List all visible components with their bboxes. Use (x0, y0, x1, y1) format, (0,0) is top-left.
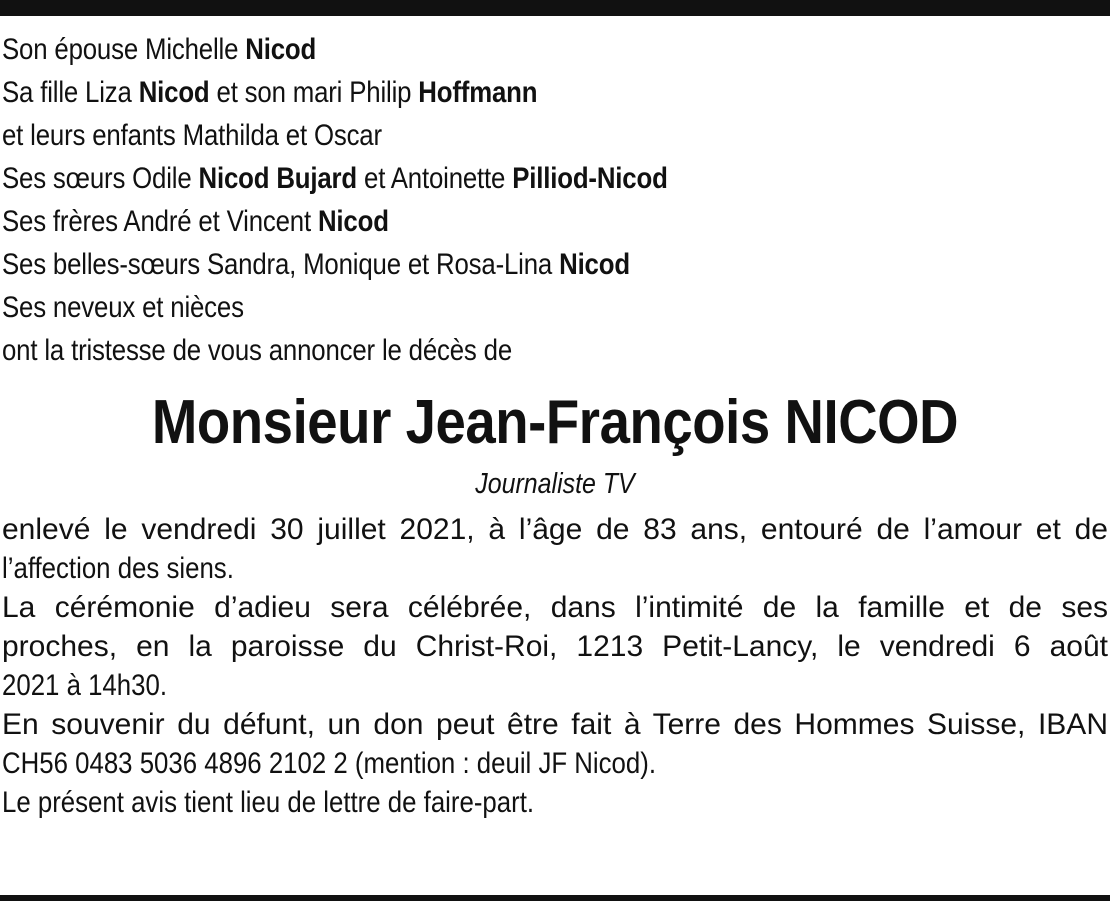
paragraph-line: Le présent avis tient lieu de lettre de faire-part. (2, 786, 535, 819)
notice-paragraph (2, 783, 1108, 822)
paragraph-line: enlevé le vendredi 30 juillet 2021, à l’âge de 83 ans, entouré de l’amour et de (2, 513, 1108, 546)
notice-paragraph (2, 510, 1108, 588)
family-surname: Nicod Bujard (198, 162, 358, 195)
paragraph-line: 2021 à 14h30. (2, 669, 167, 702)
notice-paragraph (2, 705, 1108, 783)
family-line (2, 71, 953, 114)
family-text: Ses sœurs Odile (2, 162, 199, 195)
family-line (2, 200, 953, 243)
paragraph-line: La cérémonie d’adieu sera célébrée, dans l’intimité de la famille et de ses (2, 591, 1108, 624)
bottom-border-rule (0, 895, 1110, 901)
family-list (2, 28, 1108, 372)
notice-paragraph (2, 588, 1108, 705)
family-line (2, 286, 953, 329)
family-text: Ses neveux et nièces (2, 291, 244, 324)
family-text: et Antoinette (357, 162, 513, 195)
family-surname: Nicod (559, 248, 630, 281)
paragraph-line: l’affection des siens. (2, 552, 234, 585)
family-text: et leurs enfants Mathilda et Oscar (2, 119, 382, 152)
family-line (2, 157, 953, 200)
top-border-rule (0, 0, 1110, 16)
paragraph-line: CH56 0483 5036 4896 2102 2 (mention : deuil JF Nicod). (2, 747, 657, 780)
family-surname: Pilliod-Nicod (512, 162, 668, 195)
deceased-profession: Journaliste TV (475, 468, 635, 500)
family-line (2, 114, 953, 157)
paragraph-line: proches, en la paroisse du Christ-Roi, 1213 Petit-Lancy, le vendredi 6 août (2, 630, 1108, 663)
family-line (2, 28, 953, 71)
family-text: Ses belles-sœurs Sandra, Monique et Rosa-Lina (2, 248, 560, 281)
family-line (2, 243, 953, 286)
family-surname: Nicod (138, 76, 210, 109)
family-surname: Nicod (317, 205, 389, 238)
family-text: et son mari Philip (209, 76, 419, 109)
family-text: Son épouse Michelle (2, 33, 246, 66)
deceased-name: Monsieur Jean-François NICOD (151, 388, 959, 457)
family-text: Ses frères André et Vincent (2, 205, 318, 238)
notice-body (2, 510, 1108, 822)
family-surname: Nicod (245, 33, 317, 66)
death-notice (2, 28, 1108, 822)
paragraph-line: En souvenir du défunt, un don peut être fait à Terre des Hommes Suisse, IBAN (2, 708, 1108, 741)
family-text: ont la tristesse de vous annoncer le décès de (2, 334, 513, 367)
family-surname: Hoffmann (418, 76, 538, 109)
family-line (2, 329, 953, 372)
family-text: Sa fille Liza (2, 76, 139, 109)
